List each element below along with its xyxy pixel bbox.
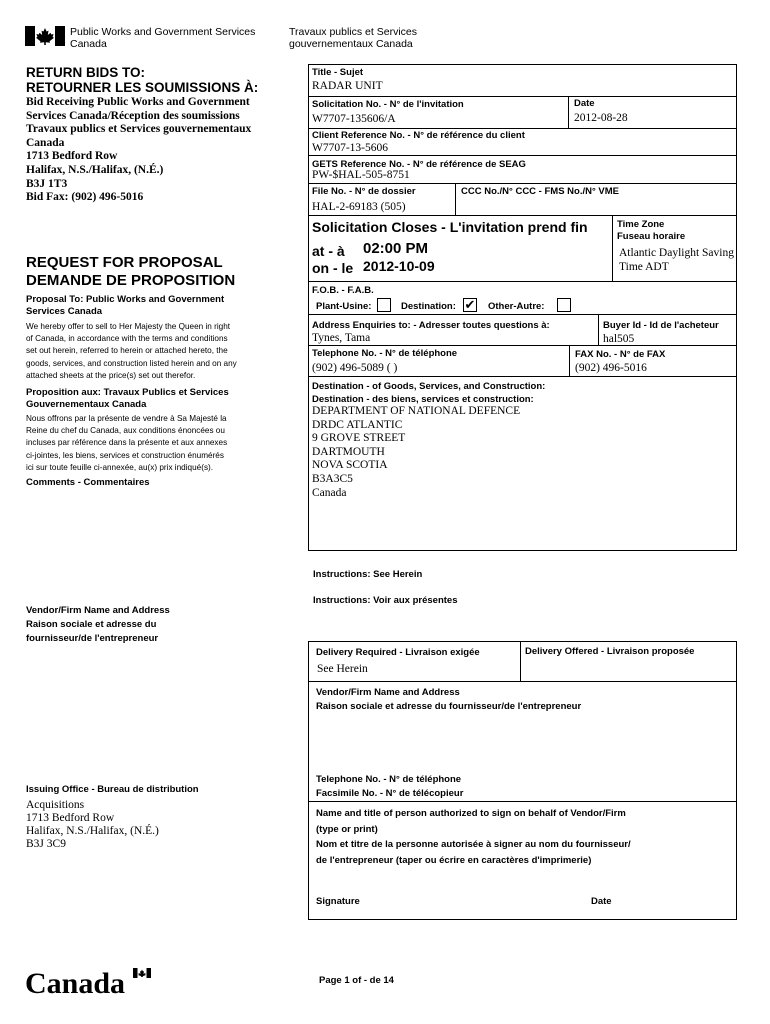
plant-label: Plant-Usine:	[316, 301, 372, 312]
destination-label: Destination:	[401, 301, 456, 312]
buyer-label: Buyer Id - Id de l'acheteur	[603, 320, 719, 331]
gets-value: PW-$HAL-505-8751	[312, 169, 410, 181]
close-time-value: 02:00 PM	[363, 240, 429, 257]
phone-label: Telephone No. - N° de téléphone	[312, 348, 458, 359]
destination-checkbox[interactable]: ✔	[464, 297, 476, 312]
destination-goods-value: DEPARTMENT OF NATIONAL DEFENCE DRDC ATLANTIC 9 GROVE STREET DARTMOUTH NOVA SCOTIA B3A3C5 Canada	[312, 405, 521, 499]
rfp-title: REQUEST FOR PROPOSAL DEMANDE DE PROPOSITION	[26, 254, 236, 289]
canada-wordmark-text: Canada	[25, 967, 126, 1000]
return-bids-address: Bid Receiving Public Works and Government Services Canada/Réception des soumissions Travaux publics et Services gouvernementaux Canada 1713 Bedford Row Halifax, N.S./Halifax, (N.É.) B3J 1T3 Bid Fax: (902) 496-5016	[26, 96, 252, 204]
issuing-office-label: Issuing Office - Bureau de distribution	[26, 784, 199, 795]
proposal-to-text: We hereby offer to sell to Her Majesty the Queen in right of Canada, in accordance with the terms and conditions set out herein, referred to herein or attached hereto, the goods, services, and construction listed herein and on any attached sheets at the price(s) set out therefor.	[26, 322, 237, 380]
date-value: 2012-08-28	[574, 112, 628, 124]
proposition-heading: Proposition aux: Travaux Publics et Services Gouvernementaux Canada	[26, 387, 229, 410]
signature-date-label: Date	[591, 896, 612, 907]
timezone-label: Time Zone Fuseau horaire	[617, 219, 686, 242]
return-bids-title: RETURN BIDS TO: RETOURNER LES SOUMISSIONS À:	[26, 65, 259, 95]
solicitation-label: Solicitation No. - N° de l'invitation	[312, 99, 464, 110]
vendor-label: Vendor/Firm Name and Address Raison sociale et adresse du fournisseur/de l'entrepreneur	[26, 605, 170, 644]
file-label: File No. - N° de dossier	[312, 186, 416, 197]
authorized-person-label: Name and title of person authorized to sign on behalf of Vendor/Firm (type or print) Nom et titre de la personne autorisée à signer au nom du fournisseur/ de l'entrepreneur (taper ou écrire en caractères d'imprimerie)	[316, 808, 631, 866]
client-ref-value: W7707-13-5606	[312, 142, 389, 154]
title-value: RADAR UNIT	[312, 80, 383, 92]
canada-wordmark	[25, 966, 135, 1004]
ccc-label: CCC No./N° CCC - FMS No./N° VME	[461, 186, 620, 197]
plant-checkbox[interactable]	[377, 298, 391, 312]
comments-label: Comments - Commentaires	[26, 477, 150, 488]
signature-label: Signature	[316, 896, 360, 907]
canada-flag-icon	[25, 26, 65, 46]
fob-label: F.O.B. - F.A.B.	[312, 285, 374, 296]
vendor-box-label: Vendor/Firm Name and Address Raison sociale et adresse du fournisseur/de l'entrepreneur	[316, 687, 582, 712]
date-label: Date	[574, 98, 595, 109]
gets-label: GETS Reference No. - N° de référence de SEAG	[312, 159, 526, 170]
timezone-value: Atlantic Daylight Saving Time ADT	[619, 247, 734, 273]
issuing-office-address: Acquisitions 1713 Bedford Row Halifax, N.S./Halifax, (N.É.) B3J 3C9	[26, 799, 159, 850]
client-ref-label: Client Reference No. - N° de référence du client	[312, 130, 525, 141]
at-label: at - à	[312, 243, 345, 259]
delivery-required-label: Delivery Required - Livraison exigée	[316, 647, 480, 658]
closes-label: Solicitation Closes - L'invitation prend fin	[312, 219, 588, 235]
enquiries-value: Tynes, Tama	[312, 332, 371, 344]
instructions-en: Instructions: See Herein	[313, 569, 423, 580]
wordmark-flag-icon	[133, 968, 151, 978]
title-label: Title - Sujet	[312, 67, 364, 78]
on-label: on - le	[312, 260, 354, 276]
delivery-offered-label: Delivery Offered - Livraison proposée	[525, 646, 695, 657]
close-date-value: 2012-10-09	[363, 258, 435, 274]
department-name-en: Public Works and Government Services Canada	[70, 26, 256, 50]
file-value: HAL-2-69183 (505)	[312, 201, 406, 213]
other-checkbox[interactable]	[557, 298, 571, 312]
enquiries-label: Address Enquiries to: - Adresser toutes questions à:	[312, 320, 550, 331]
buyer-value: hal505	[603, 333, 635, 345]
tel-fax-label: Telephone No. - N° de téléphone Facsimile No. - N° de télécopieur	[316, 774, 464, 799]
department-name-fr: Travaux publics et Services gouvernementaux Canada	[289, 26, 417, 50]
fax-value: (902) 496-5016	[575, 362, 647, 374]
destination-goods-label: Destination - of Goods, Services, and Construction: Destination - des biens, services et construction:	[312, 381, 546, 405]
delivery-required-value: See Herein	[317, 663, 368, 675]
other-label: Other-Autre:	[488, 301, 545, 312]
proposition-text: Nous offrons par la présente de vendre à Sa Majesté la Reine du chef du Canada, aux conditions énoncées ou incluses par référence dans la présente et aux annexes ci-jointes, les biens, services et construction énumérés ici sur toute feuille ci-annexée, au(x) prix indiqué(s).	[26, 414, 228, 472]
fax-label: FAX No. - N° de FAX	[575, 349, 666, 360]
instructions-fr: Instructions: Voir aux présentes	[313, 595, 458, 606]
proposal-to-heading: Proposal To: Public Works and Government Services Canada	[26, 294, 225, 317]
solicitation-value: W7707-135606/A	[312, 113, 396, 125]
phone-value: (902) 496-5089 ( )	[312, 362, 398, 374]
page-number: Page 1 of - de 14	[319, 975, 394, 986]
